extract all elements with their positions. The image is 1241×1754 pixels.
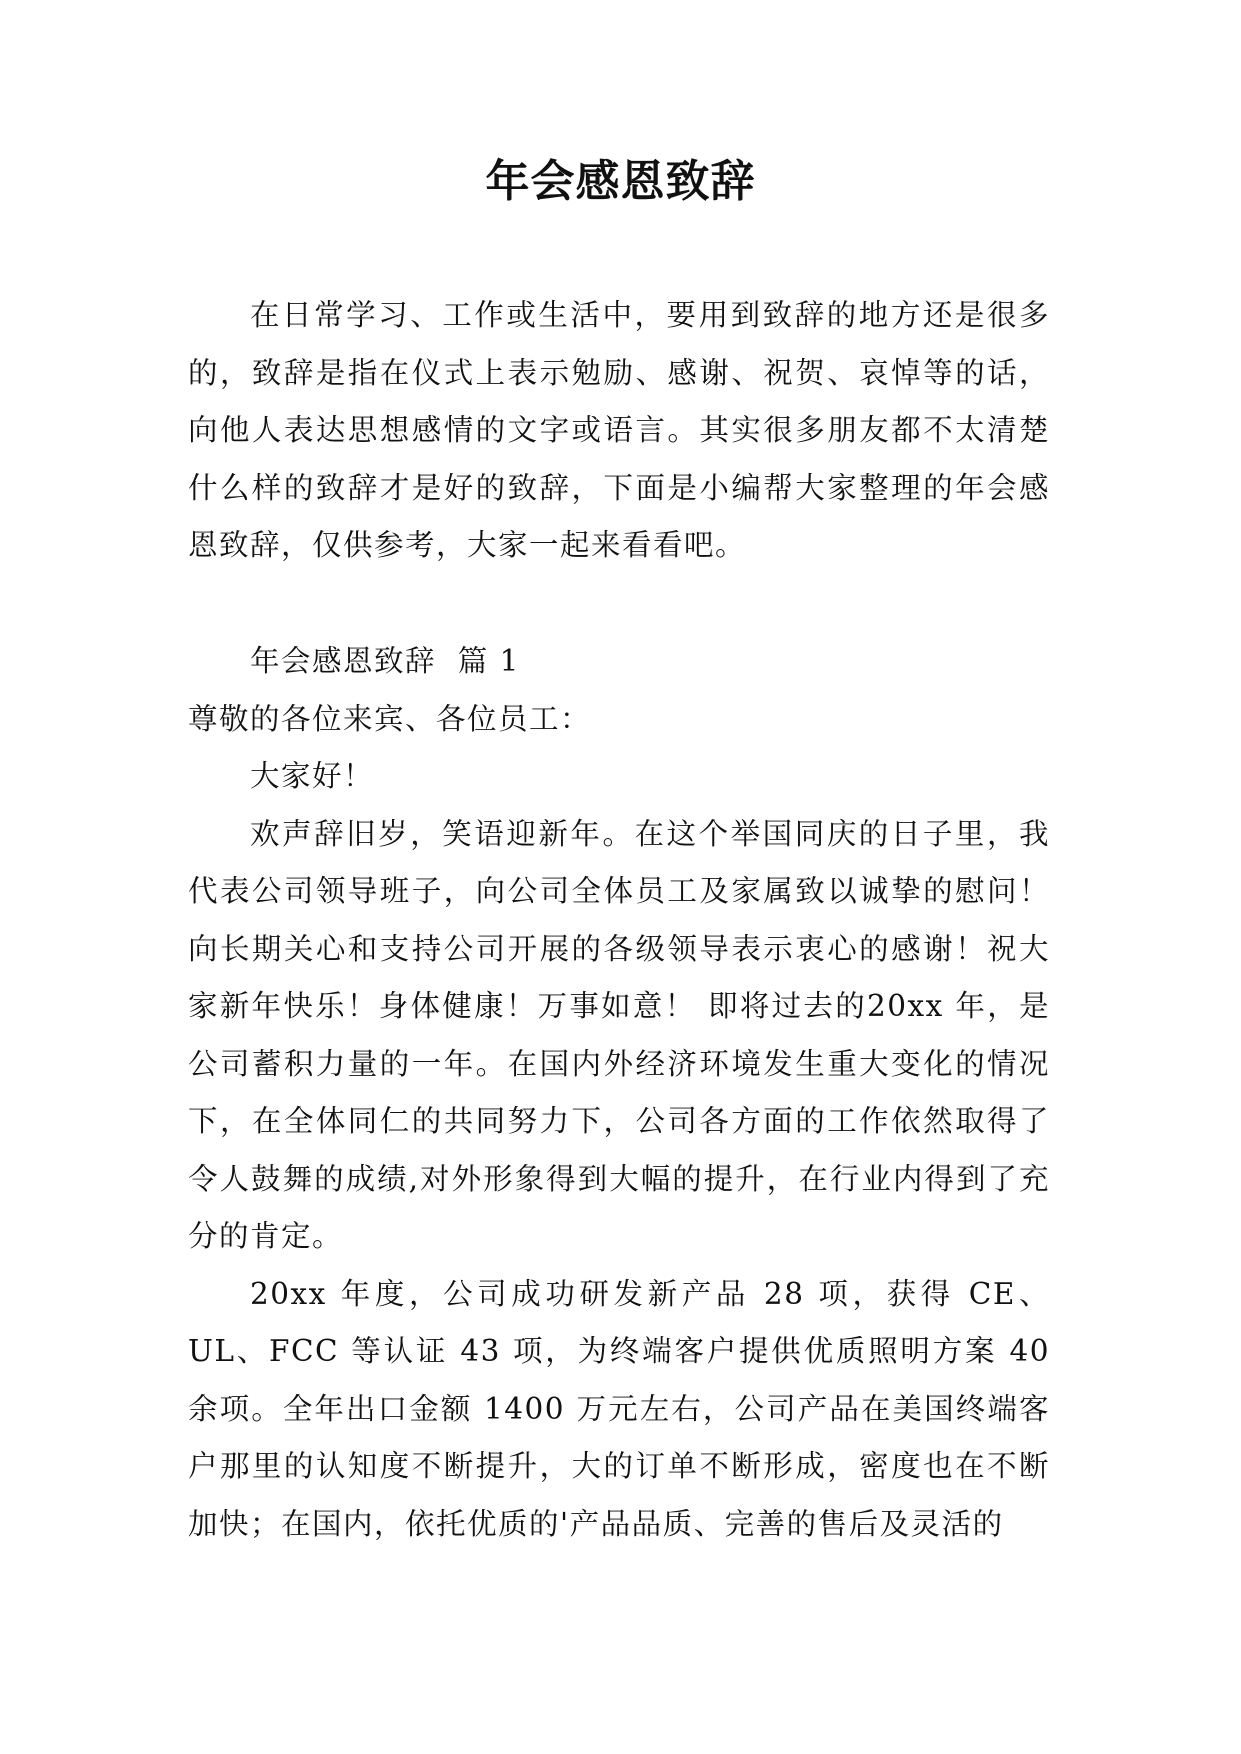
body-paragraph: 欢声辞旧岁，笑语迎新年。在这个举国同庆的日子里，我代表公司领导班子，向公司全体员工及家属致以诚挚的慰问！向长期关心和支持公司开展的各级领导表示衷心的感谢！祝大家新年快乐！身体健康！万事如意！ 即将过去的20xx 年，是公司蓄积力量的一年。在国内外经济环境发生重大变化的情况下，在全体同仁的共同努力下，公司各方面的工作依然取得了令人鼓舞的成绩,对外形象得到大幅的提升，在行业内得到了充分的肯定。: [188, 816, 1050, 1253]
body-paragraph: 20xx 年度，公司成功研发新产品 28 项，获得 CE、UL、FCC 等认证 43 项，为终端客户提供优质照明方案 40 余项。全年出口金额 1400 万元左右，公司产品在美国终端客户那里的认知度不断提升，大的订单不断形成，密度也在不断加快；在国内，依托优质的'产品品质、完善的售后及灵活的: [188, 1276, 1050, 1541]
section-heading: 年会感恩致辞 篇 1: [250, 644, 520, 678]
speech-section: [188, 633, 1050, 1553]
document-title: 年会感恩致辞: [485, 156, 756, 207]
salutation: 尊敬的各位来宾、各位员工：: [188, 701, 592, 736]
intro-section: [188, 287, 1050, 575]
intro-paragraph: 在日常学习、工作或生活中，要用到致辞的地方还是很多的，致辞是指在仪式上表示勉励、感谢、祝贺、哀悼等的话，向他人表达思想感情的文字或语言。其实很多朋友都不太清楚什么样的致辞才是好的致辞，下面是小编帮大家整理的年会感恩致辞，仅供参考，大家一起来看看吧。: [188, 298, 1050, 562]
greeting: 大家好！: [250, 759, 375, 793]
